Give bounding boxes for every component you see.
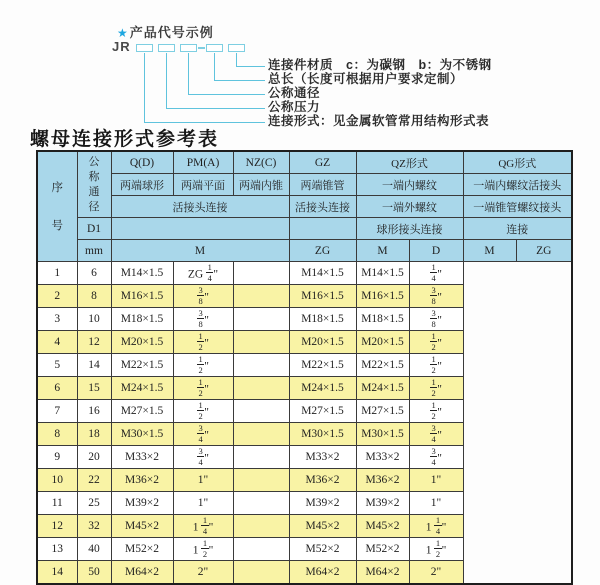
table-row xyxy=(37,446,572,469)
cell-thread-m: M18×1.5 xyxy=(111,308,173,331)
cell-qg-zg: $\frac{3}{4}$ " xyxy=(409,446,463,469)
cell-gz-zg: $\frac{3}{8}$ " xyxy=(173,285,233,308)
cell-seq: 7 xyxy=(37,400,77,423)
cell-dn-mm: 14 xyxy=(77,354,111,377)
cell-seq: 3 xyxy=(37,308,77,331)
star-icon: ★ xyxy=(117,26,129,40)
cell-seq: 5 xyxy=(37,354,77,377)
cell-thread-m: M64×2 xyxy=(111,561,173,585)
cell-dn-mm: 12 xyxy=(77,331,111,354)
code-label-connection-form: 连接形式：见金属软管常用结构形式表 xyxy=(268,114,490,128)
header-seq xyxy=(37,151,77,262)
cell-thread-m: M33×2 xyxy=(111,446,173,469)
header-unit-zg: ZG xyxy=(289,240,356,262)
table-body xyxy=(37,262,572,585)
cell-dn-mm: 15 xyxy=(77,377,111,400)
table-row xyxy=(37,331,572,354)
cell-qz-m xyxy=(233,561,289,585)
cell-dn-mm: 50 xyxy=(77,561,111,585)
cell-qz-m xyxy=(233,262,289,285)
header-qg-end1: 一端内螺纹活接头 xyxy=(463,174,572,196)
cell-qg-zg: $\frac{1}{4}$ " xyxy=(409,262,463,285)
cell-qg-m: M36×2 xyxy=(356,469,409,492)
code-dash-separator xyxy=(198,47,205,49)
cell-qz-m xyxy=(233,354,289,377)
cell-thread-m: M20×1.5 xyxy=(111,331,173,354)
cell-qz-d: M18×1.5 xyxy=(289,308,356,331)
cell-seq: 10 xyxy=(37,469,77,492)
cell-qz-m xyxy=(233,285,289,308)
product-code-example-text: 产品代号示例 xyxy=(129,25,214,40)
header-qz-sub-m: M xyxy=(356,240,409,262)
table-row xyxy=(37,423,572,446)
table-row xyxy=(37,515,572,538)
header-col-nz: NZ(C) xyxy=(233,151,289,174)
header-nz-end: 两端内锥 xyxy=(233,174,289,196)
cell-qg-zg: 1 $\frac{1}{2}$ " xyxy=(409,538,463,561)
cell-seq: 13 xyxy=(37,538,77,561)
table-row xyxy=(37,308,572,331)
header-qg-end2: 一端锥管螺纹接头 xyxy=(463,196,572,218)
cell-gz-zg: $\frac{1}{2}$ " xyxy=(173,354,233,377)
cell-gz-zg: ZG $\frac{1}{4}$ " xyxy=(173,262,233,285)
header-col-qz: QZ形式 xyxy=(356,151,463,174)
header-left-connection: 活接头连接 xyxy=(111,196,289,218)
cell-gz-zg: $\frac{1}{2}$ " xyxy=(173,377,233,400)
cell-thread-m: M36×2 xyxy=(111,469,173,492)
table-row xyxy=(37,492,572,515)
cell-qz-d: M22×1.5 xyxy=(289,354,356,377)
cell-seq: 6 xyxy=(37,377,77,400)
cell-dn-mm: 10 xyxy=(77,308,111,331)
cell-qz-m xyxy=(233,308,289,331)
cell-qz-m xyxy=(233,377,289,400)
cell-qg-zg: 1 $\frac{1}{4}$ " xyxy=(409,515,463,538)
header-col-q: Q(D) xyxy=(111,151,173,174)
header-qg-sub-m: M xyxy=(463,240,516,262)
cell-qz-m xyxy=(233,538,289,561)
connector-line-5 xyxy=(236,53,265,67)
header-nominal-diameter xyxy=(77,151,111,218)
code-label-nominal-diameter: 公称通径 xyxy=(268,86,321,100)
cell-qz-d: M64×2 xyxy=(289,561,356,585)
cell-qz-d: M52×2 xyxy=(289,538,356,561)
cell-qz-d: M14×1.5 xyxy=(289,262,356,285)
header-col-pm: PM(A) xyxy=(173,151,233,174)
cell-qg-zg: $\frac{1}{2}$ " xyxy=(409,331,463,354)
cell-qz-d: M27×1.5 xyxy=(289,400,356,423)
cell-qz-d: M39×2 xyxy=(289,492,356,515)
header-empty-left xyxy=(111,218,289,240)
table-row xyxy=(37,538,572,561)
code-box-3 xyxy=(180,44,197,52)
table-header xyxy=(37,151,572,262)
cell-qg-zg: 1" xyxy=(409,492,463,515)
cell-gz-zg: 1 $\frac{1}{2}$ " xyxy=(173,538,233,561)
cell-qz-m xyxy=(233,423,289,446)
table-row xyxy=(37,400,572,423)
cell-dn-mm: 18 xyxy=(77,423,111,446)
cell-gz-zg: $\frac{3}{4}$ " xyxy=(173,446,233,469)
table-row xyxy=(37,377,572,400)
cell-thread-m: M24×1.5 xyxy=(111,377,173,400)
cell-thread-m: M30×1.5 xyxy=(111,423,173,446)
cell-gz-zg: $\frac{3}{4}$ " xyxy=(173,423,233,446)
cell-qg-m: M39×2 xyxy=(356,492,409,515)
cell-thread-m: M27×1.5 xyxy=(111,400,173,423)
header-qz-connection: 球形接头连接 xyxy=(356,218,463,240)
cell-seq: 14 xyxy=(37,561,77,585)
cell-qg-zg: $\frac{3}{4}$ " xyxy=(409,423,463,446)
cell-thread-m: M39×2 xyxy=(111,492,173,515)
header-empty-gz xyxy=(289,218,356,240)
cell-dn-mm: 22 xyxy=(77,469,111,492)
cell-qz-m xyxy=(233,331,289,354)
cell-qg-m: M14×1.5 xyxy=(356,262,409,285)
cell-qz-d: M33×2 xyxy=(289,446,356,469)
header-unit-mm: mm xyxy=(77,240,111,262)
header-qz-sub-d: D xyxy=(409,240,463,262)
header-col-qg: QG形式 xyxy=(463,151,572,174)
cell-qz-d: M16×1.5 xyxy=(289,285,356,308)
cell-qz-d: M24×1.5 xyxy=(289,377,356,400)
cell-thread-m: M22×1.5 xyxy=(111,354,173,377)
header-d1: D1 xyxy=(77,218,111,240)
cell-qg-m: M30×1.5 xyxy=(356,423,409,446)
cell-dn-mm: 20 xyxy=(77,446,111,469)
header-gz-end: 两端锥管 xyxy=(289,174,356,196)
cell-qg-zg: 1" xyxy=(409,469,463,492)
code-box-5 xyxy=(228,44,245,52)
cell-dn-mm: 6 xyxy=(77,262,111,285)
cell-seq: 4 xyxy=(37,331,77,354)
nut-connection-reference-table xyxy=(36,150,573,585)
code-label-total-length: 总长（长度可根据用户要求定制） xyxy=(268,72,464,86)
header-pm-end: 两端平面 xyxy=(173,174,233,196)
cell-dn-mm: 8 xyxy=(77,285,111,308)
header-seq-label: 序号 xyxy=(51,181,63,232)
cell-qg-m: M18×1.5 xyxy=(356,308,409,331)
cell-thread-m: M52×2 xyxy=(111,538,173,561)
header-qz-end2: 一端外螺纹 xyxy=(356,196,463,218)
cell-qg-zg: $\frac{1}{2}$ " xyxy=(409,354,463,377)
cell-qg-zg: $\frac{3}{8}$ " xyxy=(409,308,463,331)
table-row xyxy=(37,469,572,492)
cell-qg-m: M24×1.5 xyxy=(356,377,409,400)
table-row xyxy=(37,561,572,585)
code-label-nominal-pressure: 公称压力 xyxy=(268,100,321,114)
cell-seq: 2 xyxy=(37,285,77,308)
cell-gz-zg: 1" xyxy=(173,492,233,515)
code-label-material: 连接件材质 c：为碳钢 b：为不锈钢 xyxy=(268,58,492,72)
cell-qg-m: M33×2 xyxy=(356,446,409,469)
header-qg-sub-zg: ZG xyxy=(516,240,572,262)
cell-dn-mm: 25 xyxy=(77,492,111,515)
cell-thread-m: M16×1.5 xyxy=(111,285,173,308)
cell-qg-m: M16×1.5 xyxy=(356,285,409,308)
code-box-4 xyxy=(206,44,223,52)
cell-seq: 12 xyxy=(37,515,77,538)
cell-qg-m: M22×1.5 xyxy=(356,354,409,377)
header-qg-connection: 连接 xyxy=(463,218,572,240)
header-col-gz: GZ xyxy=(289,151,356,174)
cell-gz-zg: 2" xyxy=(173,561,233,585)
cell-qg-zg: $\frac{1}{2}$ " xyxy=(409,400,463,423)
cell-seq: 8 xyxy=(37,423,77,446)
cell-qg-zg: $\frac{3}{8}$ " xyxy=(409,285,463,308)
table-row xyxy=(37,262,572,285)
header-gz-connection: 活接头连接 xyxy=(289,196,356,218)
cell-qz-d: M20×1.5 xyxy=(289,331,356,354)
cell-qz-m xyxy=(233,469,289,492)
cell-dn-mm: 32 xyxy=(77,515,111,538)
cell-gz-zg: $\frac{1}{2}$ " xyxy=(173,331,233,354)
product-code-example-title xyxy=(117,22,214,41)
header-q-end: 两端球形 xyxy=(111,174,173,196)
cell-qg-m: M27×1.5 xyxy=(356,400,409,423)
cell-qz-d: M30×1.5 xyxy=(289,423,356,446)
cell-seq: 1 xyxy=(37,262,77,285)
code-box-1 xyxy=(136,44,153,52)
cell-gz-zg: $\frac{3}{8}$ " xyxy=(173,308,233,331)
cell-thread-m: M45×2 xyxy=(111,515,173,538)
cell-qg-m: M64×2 xyxy=(356,561,409,585)
cell-qg-m: M45×2 xyxy=(356,515,409,538)
cell-dn-mm: 16 xyxy=(77,400,111,423)
cell-qz-d: M45×2 xyxy=(289,515,356,538)
code-box-2 xyxy=(158,44,175,52)
cell-gz-zg: 1 $\frac{1}{4}$ " xyxy=(173,515,233,538)
cell-qz-m xyxy=(233,492,289,515)
cell-thread-m: M14×1.5 xyxy=(111,262,173,285)
cell-seq: 9 xyxy=(37,446,77,469)
cell-qg-zg: 2" xyxy=(409,561,463,585)
cell-qz-d: M36×2 xyxy=(289,469,356,492)
table-title: 螺母连接形式参考表 xyxy=(30,129,220,150)
cell-dn-mm: 40 xyxy=(77,538,111,561)
cell-qz-m xyxy=(233,446,289,469)
cell-qg-zg: $\frac{1}{2}$ " xyxy=(409,377,463,400)
cell-gz-zg: $\frac{1}{2}$ " xyxy=(173,400,233,423)
cell-seq: 11 xyxy=(37,492,77,515)
cell-qg-m: M52×2 xyxy=(356,538,409,561)
header-qz-end1: 一端内螺纹 xyxy=(356,174,463,196)
cell-qg-m: M20×1.5 xyxy=(356,331,409,354)
cell-qz-m xyxy=(233,400,289,423)
product-code-prefix: JR xyxy=(112,39,131,54)
table-row xyxy=(37,285,572,308)
header-nominal-diameter-label: 公称通径 xyxy=(88,155,100,213)
cell-qz-m xyxy=(233,515,289,538)
header-unit-m: M xyxy=(111,240,289,262)
cell-gz-zg: 1" xyxy=(173,469,233,492)
table-row xyxy=(37,354,572,377)
